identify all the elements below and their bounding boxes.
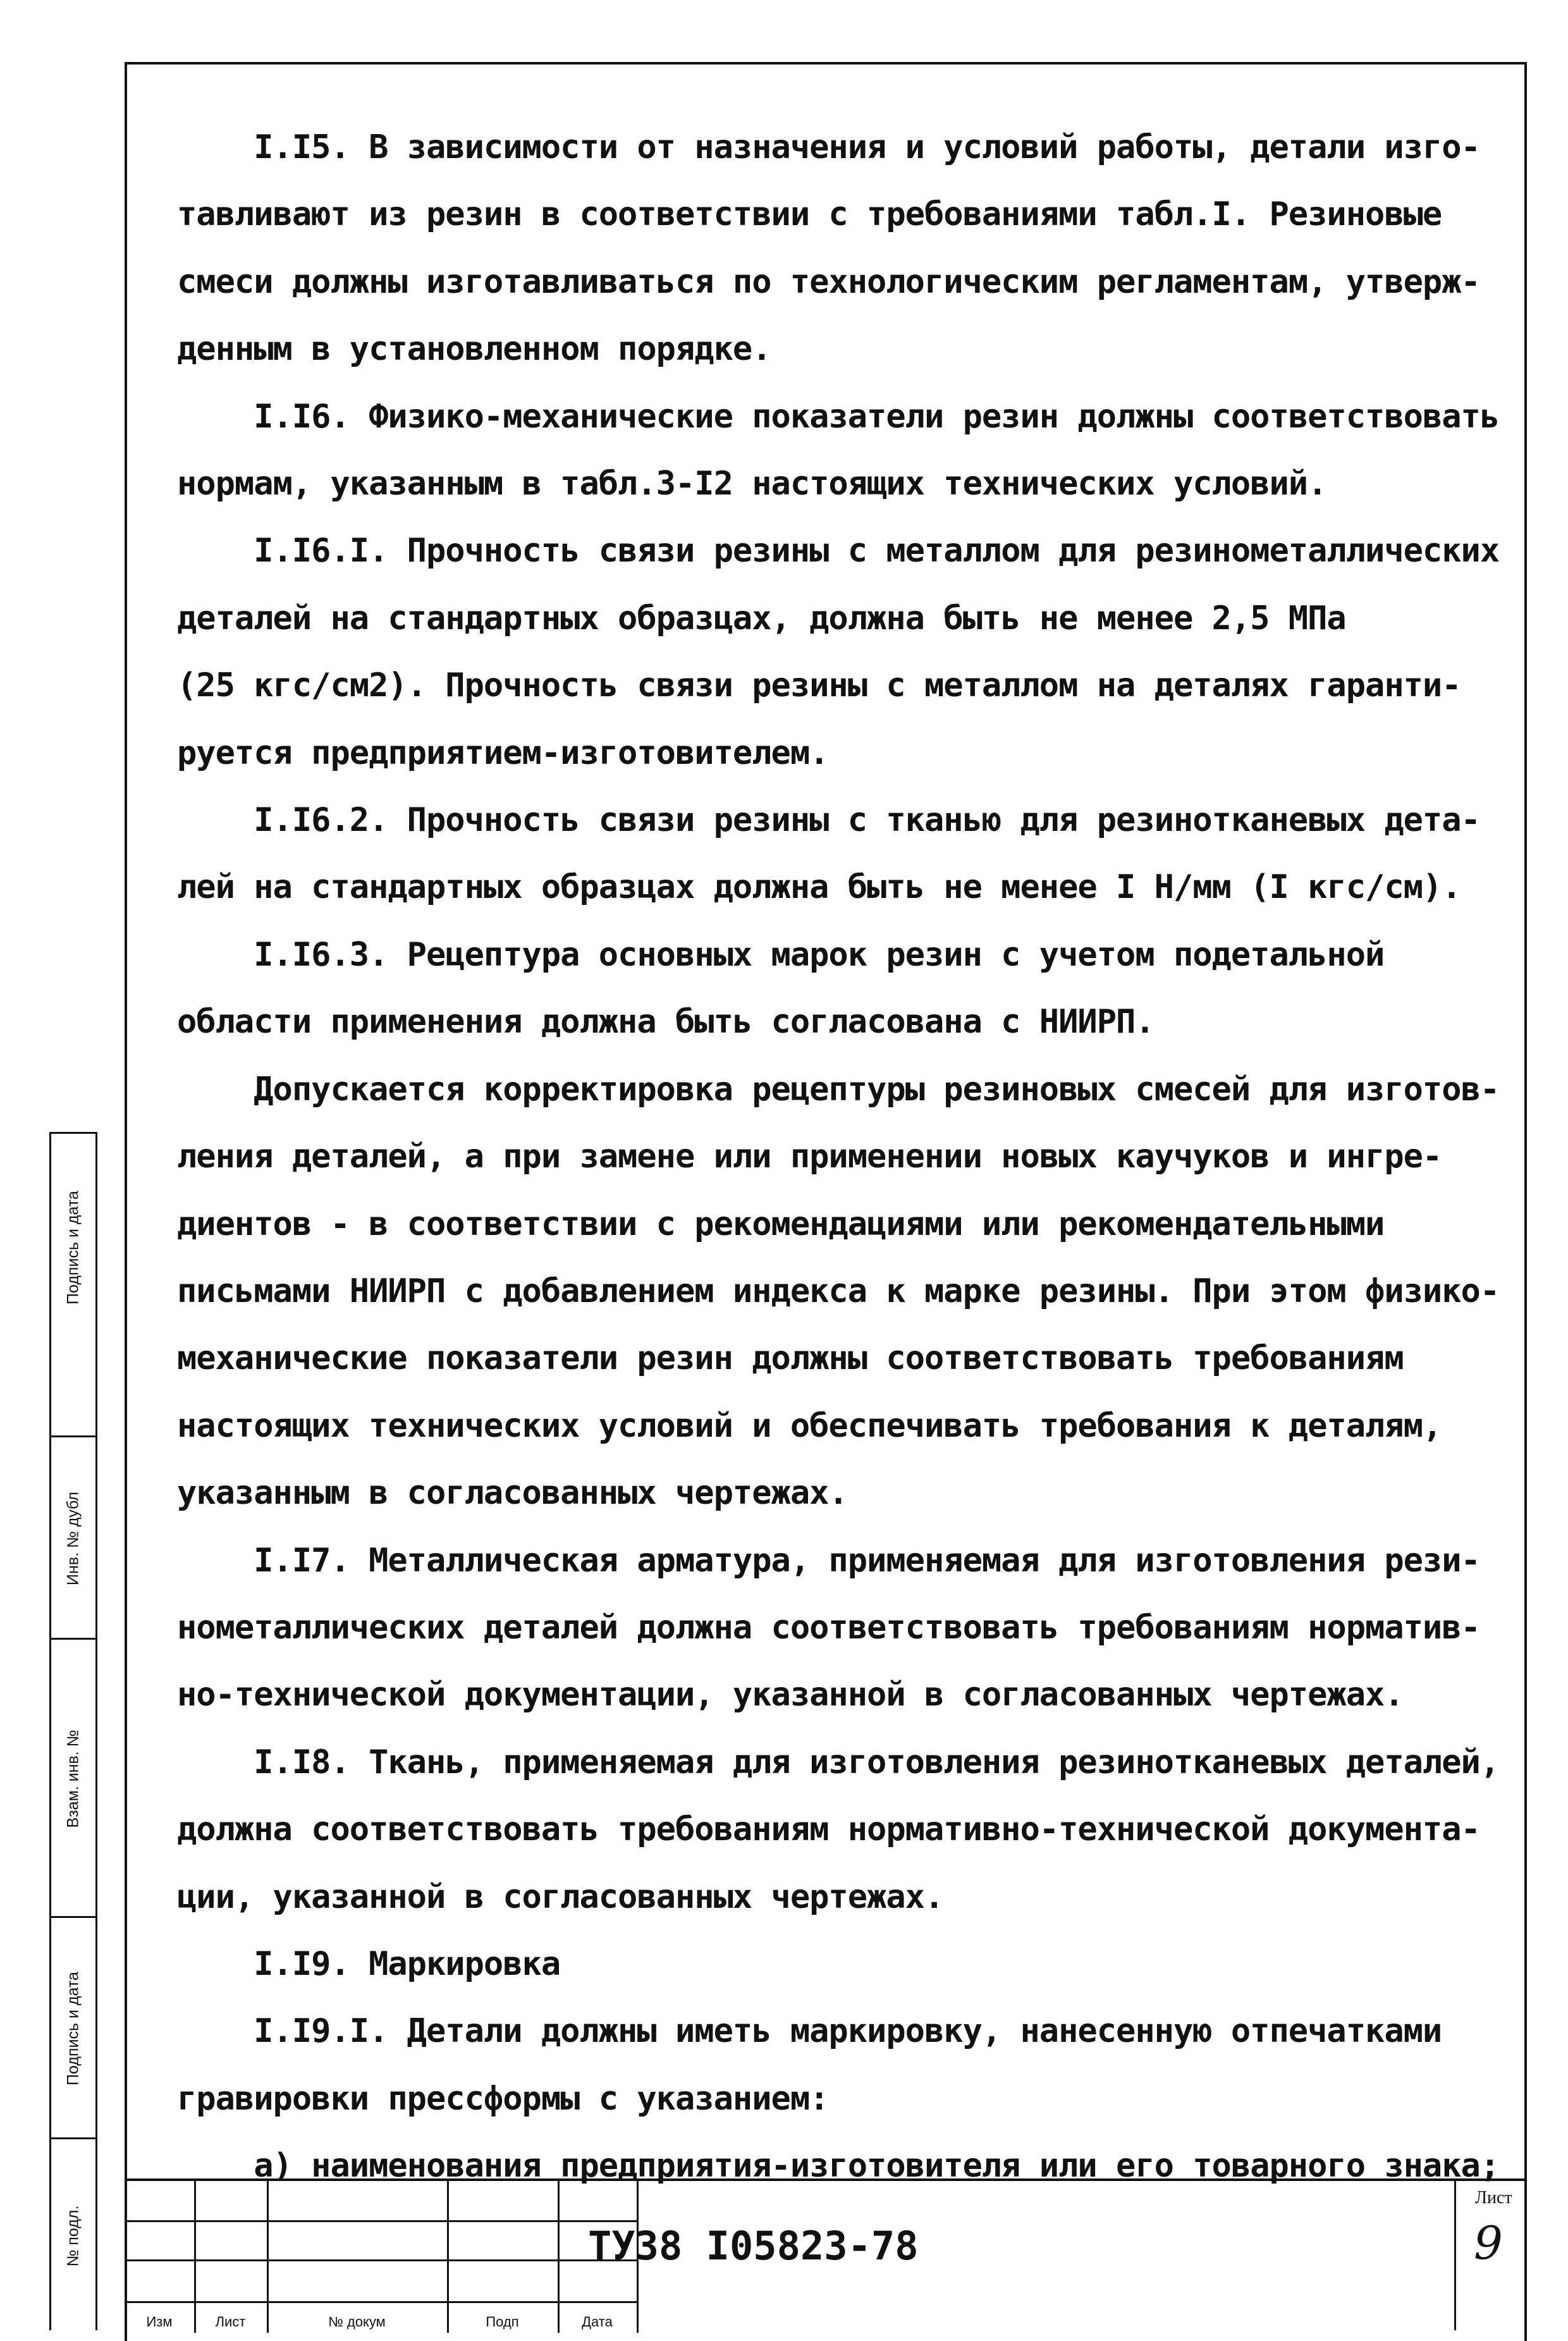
text-line: лей на стандартных образцах должна быть не менее I Н/мм (I кгс/см). [177,868,1461,907]
sheet-label: Лист [1475,2188,1512,2208]
text-line: должна соответствовать требованиям нормативно-технической документа- [177,1810,1480,1849]
stamp-label-original-inv: № подл. [64,2205,82,2266]
stamp-label-signature-date-top: Подпись и дата [64,1191,82,1305]
text-line: I.I8. Ткань, применяемая для изготовления резинотканевых деталей, [177,1743,1500,1781]
stamp-cell-signature-date-bottom [51,1916,95,2139]
text-line: области применения должна быть согласована с НИИРП. [177,1003,1155,1041]
stamp-cell-dup-inv [51,1435,95,1640]
text-line: I.I9. Маркировка [177,1945,561,1983]
revision-table [125,2181,639,2333]
side-stamp [49,1132,97,2330]
text-line: нормам, указанным в табл.3-I2 настоящих технических условий. [177,465,1327,503]
text-line: гравировки прессформы с указанием: [177,2079,829,2118]
header-signature: Подп [486,2314,519,2330]
text-line: деталей на стандартных образцах, должна быть не менее 2,5 МПа [177,599,1346,637]
text-line: Допускается корректировка рецептуры резиновых смесей для изготов- [177,1070,1500,1109]
text-line: I.I5. В зависимости от назначения и условий работы, детали изго- [177,128,1480,166]
header-doc-no: № докум [328,2314,386,2330]
header-revision: Изм [146,2314,173,2330]
text-line: I.I6. Физико-механические показатели резин должны соответствовать [177,397,1500,436]
header-sheet: Лист [215,2314,246,2330]
text-line: I.I6.2. Прочность связи резины с тканью для резинотканевых дета- [177,801,1480,840]
text-line: I.I6.3. Рецептура основных марок резин с учетом подетальной [177,935,1385,974]
text-line: I.I7. Металлическая арматура, применяемая для изготовления рези- [177,1541,1480,1580]
text-line: механические показатели резин должны соответствовать требованиям [177,1339,1404,1378]
sheet-number: 9 [1474,2216,1503,2270]
doc-no-col [267,2181,449,2333]
text-line: а) наименования предприятия-изготовителя или его товарного знака; [177,2147,1500,2185]
text-line: но-технической документации, указанной в согласованных чертежах. [177,1676,1404,1714]
text-line: ления деталей, а при замене или применении новых каучуков и ингре- [177,1138,1442,1176]
text-line: смеси должны изготавливаться по технологическим регламентам, утверж- [177,262,1480,301]
text-line: указанным в согласованных чертежах. [177,1474,848,1513]
text-line: нометаллических деталей должна соответствовать требованиям норматив- [177,1608,1480,1647]
text-line: (25 кгс/см2). Прочность связи резины с металлом на деталях гаранти- [177,667,1461,705]
stamp-label-dup-inv: Инв. № дубл [64,1492,82,1585]
text-line: диентов - в соответствии с рекомендациями или рекомендательными [177,1205,1385,1243]
text-line: I.I9.I. Детали должны иметь маркировку, нанесенную отпечатками [177,2012,1442,2051]
stamp-cell-replaced-inv [51,1638,95,1918]
sheet-col [194,2181,269,2333]
document-body [177,114,1524,2200]
text-line: I.I6.I. Прочность связи резины с металлом для резинометаллических [177,532,1500,570]
text-line: тавливают из резин в соответствии с требованиями табл.I. Резиновые [177,195,1442,234]
revision-col [125,2181,196,2333]
revision-row [125,2301,637,2303]
revision-row [125,2259,637,2261]
sheet-number-box [1454,2178,1526,2330]
stamp-label-replaced-inv: Взам. инв. № [64,1730,82,1828]
revision-row [125,2220,637,2222]
text-line: настоящих технических условий и обеспечивать требования к деталям, [177,1406,1442,1445]
signature-col [447,2181,560,2333]
document-code: ТУ38 I05823-78 [588,2223,919,2269]
stamp-cell-original-inv [51,2137,95,2332]
text-line: ции, указанной в согласованных чертежах. [177,1877,944,1916]
text-line: руется предприятием-изготовителем. [177,734,829,772]
stamp-label-signature-date-bottom: Подпись и дата [64,1972,82,2086]
header-date: Дата [582,2314,613,2330]
text-line: письмами НИИРП с добавлением индекса к марке резины. При этом физико- [177,1272,1500,1310]
stamp-cell-signature-date-top [51,1132,95,1361]
text-line: денным в установленном порядке. [177,330,771,369]
